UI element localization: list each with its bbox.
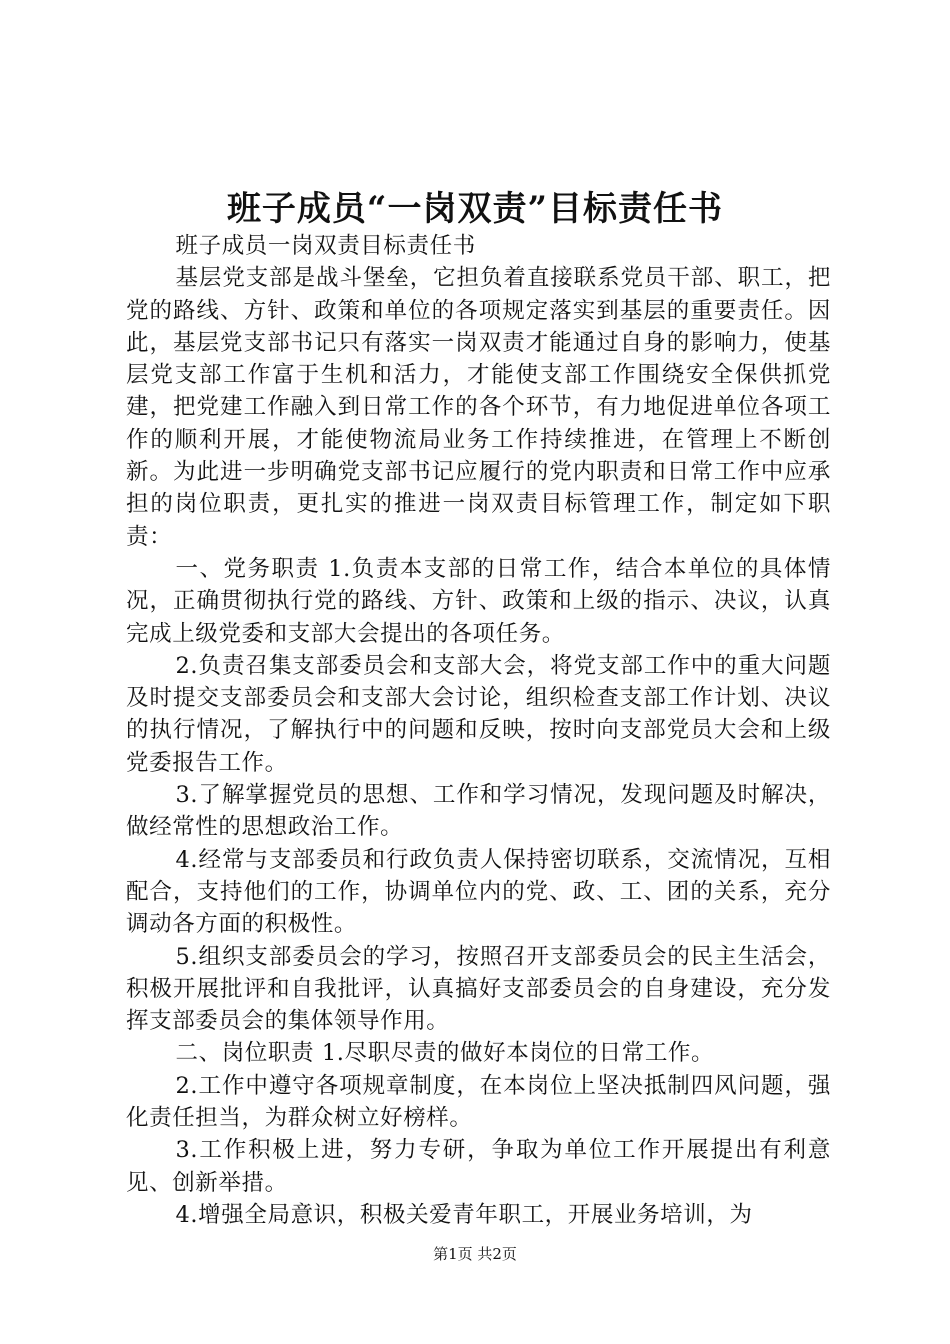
paragraph-party-duty-1: 一、党务职责 1.负责本支部的日常工作，结合本单位的具体情况，正确贯彻执行党的路线、方针、政策和上级的指示、决议，认真完成上级党委和支部大会提出的各项任务。 bbox=[126, 555, 831, 647]
paragraph-post-duty-4: 4.增强全局意识，积极关爱青年职工，开展业务培训，为 bbox=[175, 1201, 753, 1228]
paragraph-post-duty-2: 2.工作中遵守各项规章制度，在本岗位上坚决抵制四风问题，强化责任担当，为群众树立好榜样。 bbox=[126, 1072, 831, 1132]
document-title: 班子成员“一岗双责”目标责任书 bbox=[226, 189, 724, 229]
paragraph-post-duty-3: 3.工作积极上进，努力专研，争取为单位工作开展提出有利意见、创新举措。 bbox=[126, 1137, 831, 1196]
paragraph-intro: 基层党支部是战斗堡垒，它担负着直接联系党员干部、职工，把党的路线、方针、政策和单位的各项规定落实到基层的重要责任。因此，基层党支部书记只有落实一岗双责才能通过自身的影响力，使基层党支部工作富于生机和活力，才能使支部工作围绕安全保供抓党建，把党建工作融入到日常工作的各个环节，有力地促进单位各项工作的顺利开展，才能使物流局业务工作持续推进，在管理上不断创新。为此进一步明确党支部书记应履行的党内职责和日常工作中应承担的岗位职责，更扎实的推进一岗双责目标管理工作，制定如下职责： bbox=[126, 265, 831, 550]
paragraph-party-duty-3: 3.了解掌握党员的思想、工作和学习情况，发现问题及时解决，做经常性的思想政治工作。 bbox=[126, 782, 831, 841]
paragraph-post-duty-1: 二、岗位职责 1.尽职尽责的做好本岗位的日常工作。 bbox=[175, 1040, 715, 1067]
paragraph-party-duty-5: 5.组织支部委员会的学习，按照召开支部委员会的民主生活会，积极开展批评和自我批评，认真搞好支部委员会的自身建设，充分发挥支部委员会的集体领导作用。 bbox=[126, 943, 831, 1035]
paragraph-party-duty-2: 2.负责召集支部委员会和支部大会，将党支部工作中的重大问题及时提交支部委员会和支部大会讨论，组织检查支部工作计划、决议的执行情况，了解执行中的问题和反映，按时向支部党员大会和上级党委报告工作。 bbox=[126, 652, 831, 776]
document-body bbox=[126, 230, 831, 1231]
page-indicator: 第1页 共2页 bbox=[433, 1245, 517, 1263]
paragraph-subtitle: 班子成员一岗双责目标责任书 bbox=[175, 233, 476, 259]
paragraph-party-duty-4: 4.经常与支部委员和行政负责人保持密切联系，交流情况，互相配合，支持他们的工作，协调单位内的党、政、工、团的关系，充分调动各方面的积极性。 bbox=[126, 846, 831, 938]
